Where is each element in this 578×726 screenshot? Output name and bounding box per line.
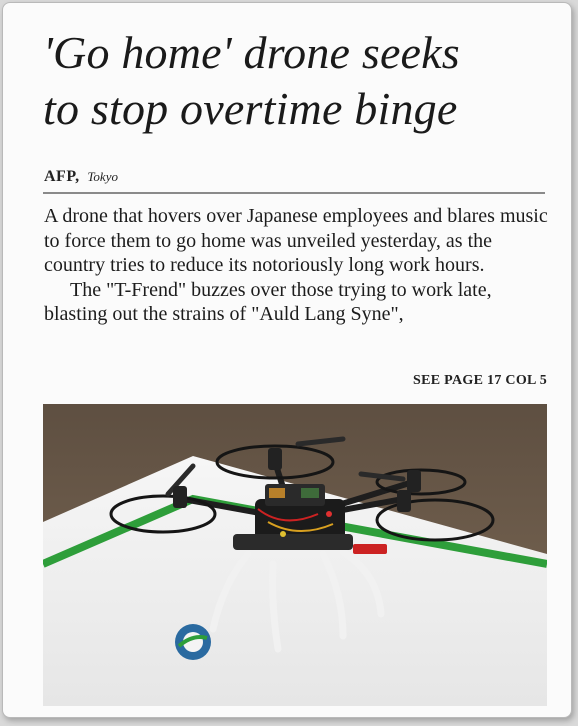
byline bbox=[44, 168, 118, 186]
byline-city: Tokyo bbox=[87, 169, 118, 184]
headline bbox=[43, 25, 563, 137]
drone-photo bbox=[43, 404, 547, 706]
byline-agency: AFP, bbox=[44, 168, 80, 185]
divider-rule bbox=[43, 192, 545, 194]
headline-line-1: 'Go home' drone seeks bbox=[43, 27, 460, 78]
continuation-note: SEE PAGE 17 COL 5 bbox=[413, 373, 547, 388]
article-body bbox=[44, 204, 548, 327]
drone-photo-illustration bbox=[43, 404, 547, 706]
headline-line-2: to stop overtime binge bbox=[43, 83, 458, 134]
newspaper-clipping bbox=[2, 2, 572, 718]
platform-logo bbox=[175, 624, 211, 660]
paragraph-1: A drone that hovers over Japanese employees and blares music to force them to go home was unveiled yesterday, as the country tries to reduce its notoriously long work hours. bbox=[44, 205, 548, 276]
paragraph-2: The "T-Frend" buzzes over those trying to work late, blasting out the strains of "Auld Lang Syne", bbox=[44, 278, 492, 325]
